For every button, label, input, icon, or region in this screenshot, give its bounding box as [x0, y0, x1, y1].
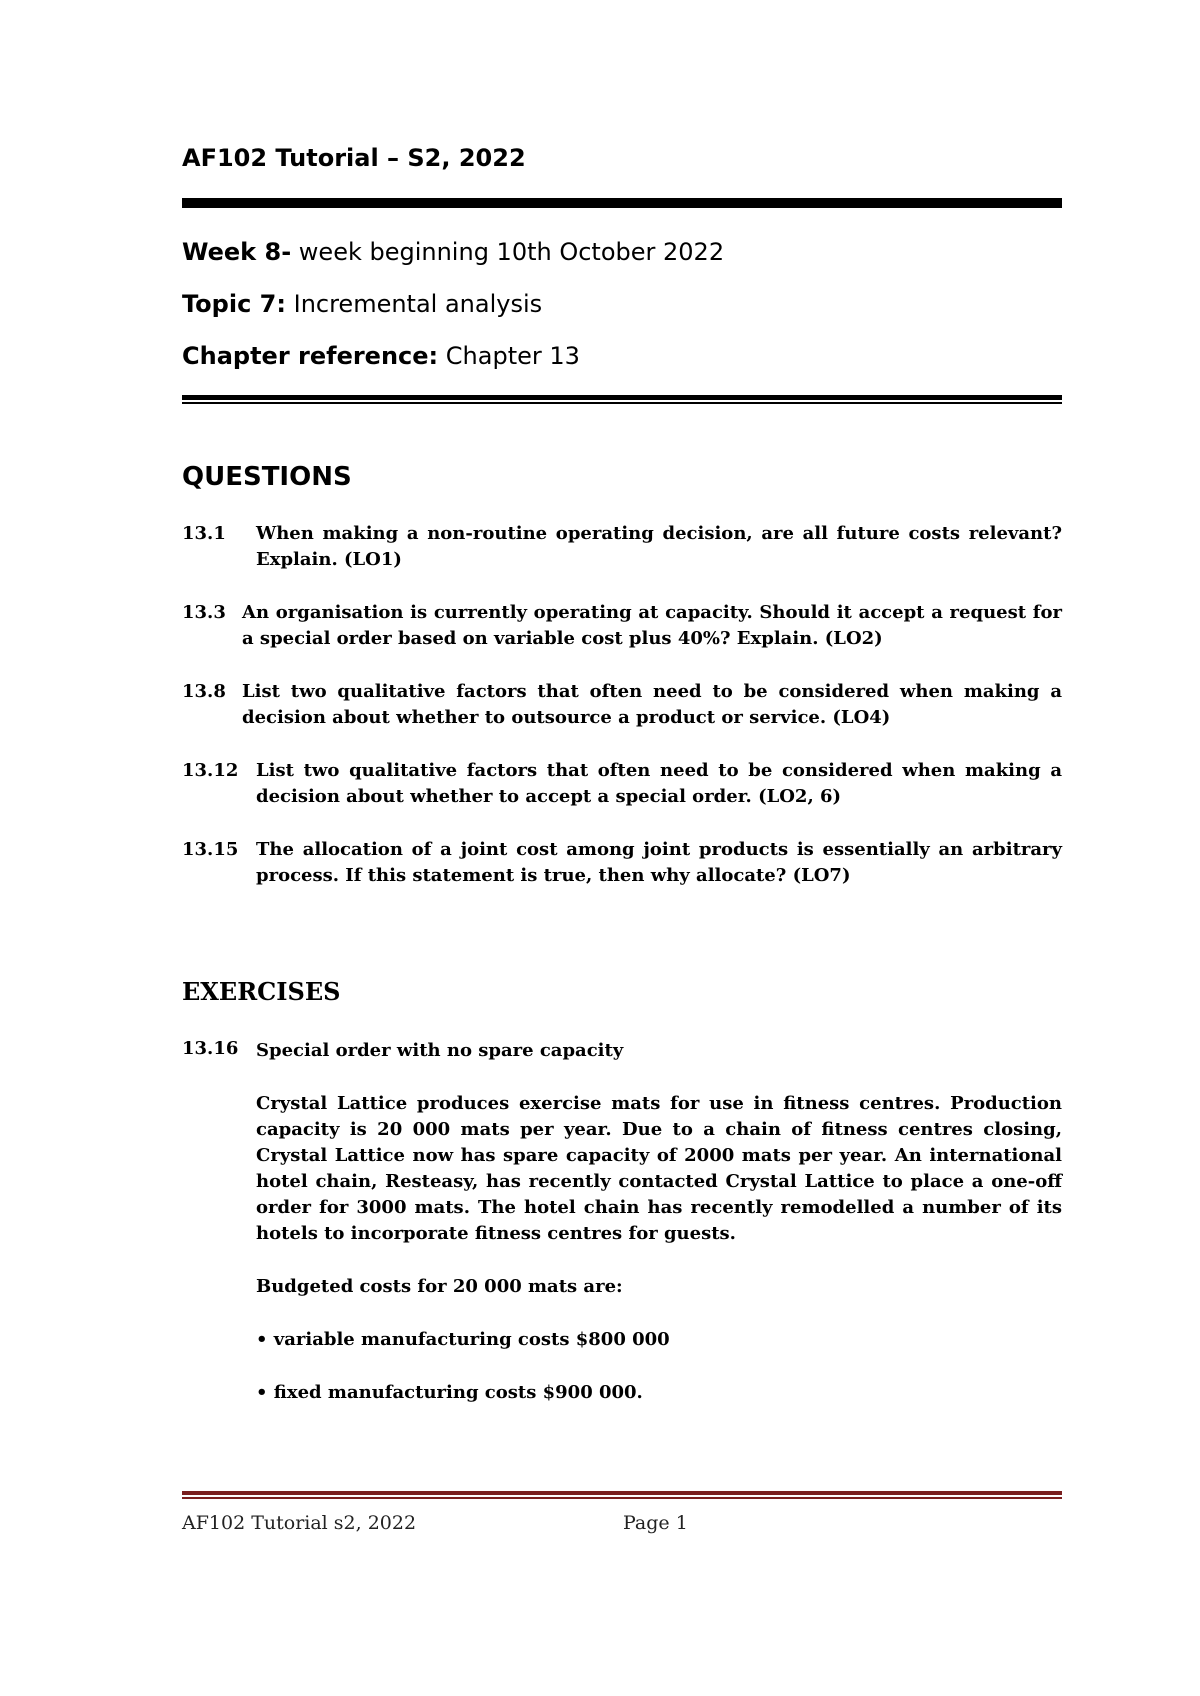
budget-bullet-fixed: • fixed manufacturing costs $900 000. [256, 1382, 643, 1403]
question-text: List two qualitative factors that often need to be considered when making a decision about whether to accept a special order. (LO2, 6) [256, 760, 1062, 807]
week-line [182, 238, 724, 266]
footer-rule-top [182, 1491, 1062, 1495]
topic-label: Topic 7: [182, 290, 286, 318]
footer-title: AF102 Tutorial s2, 2022 [182, 1512, 417, 1534]
week-value: week beginning 10th October 2022 [298, 238, 725, 266]
chapter-line [182, 342, 580, 370]
question-text: An organisation is currently operating at capacity. Should it accept a request for a special order based on variable cost plus 40%? Explain. (LO2) [242, 602, 1062, 649]
chapter-value: Chapter 13 [445, 342, 580, 370]
question-item [182, 521, 1062, 573]
exercise-number: 13.16 [182, 1038, 239, 1059]
question-item [182, 600, 1062, 652]
question-number: 13.8 [182, 681, 226, 702]
exercise-title: Special order with no spare capacity [256, 1040, 624, 1061]
exercises-heading: EXERCISES [182, 977, 341, 1006]
chapter-label: Chapter reference: [182, 342, 439, 370]
header-rule [182, 198, 1062, 208]
footer-rule-bottom [182, 1497, 1062, 1499]
topic-value: Incremental analysis [293, 290, 543, 318]
topic-line [182, 290, 542, 318]
question-number: 13.15 [182, 839, 239, 860]
question-text: When making a non-routine operating decision, are all future costs relevant? Explain. (LO1) [256, 523, 1062, 570]
exercise-paragraph: Crystal Lattice produces exercise mats for use in fitness centres. Production capacity is 20 000 mats per year. Due to a chain of fitness centres closing, Crystal Lattice now has spare capacity of 2000 mats per year. An international hotel chain, Resteasy, has recently contacted Crystal Lattice to place a one-off order for 3000 mats. The hotel chain has recently remodelled a number of its hotels to incorporate fitness centres for guests. [256, 1093, 1062, 1244]
header-double-rule-top [182, 395, 1062, 400]
budget-bullet-variable: • variable manufacturing costs $800 000 [256, 1329, 670, 1350]
question-number: 13.3 [182, 602, 226, 623]
question-number: 13.12 [182, 760, 239, 781]
header-double-rule-bottom [182, 402, 1062, 404]
question-text: The allocation of a joint cost among joint products is essentially an arbitrary process. If this statement is true, then why allocate? (LO7) [256, 839, 1062, 886]
question-number: 13.1 [182, 523, 226, 544]
question-item [182, 837, 1062, 889]
page-number: Page 1 [623, 1512, 688, 1534]
budget-intro: Budgeted costs for 20 000 mats are: [256, 1276, 623, 1297]
question-text: List two qualitative factors that often need to be considered when making a decision about whether to outsource a product or service. (LO4) [242, 681, 1062, 728]
questions-heading: QUESTIONS [182, 462, 352, 492]
page-title: AF102 Tutorial – S2, 2022 [182, 144, 526, 172]
week-label: Week 8- [182, 238, 292, 266]
question-item [182, 758, 1062, 810]
question-item [182, 679, 1062, 731]
